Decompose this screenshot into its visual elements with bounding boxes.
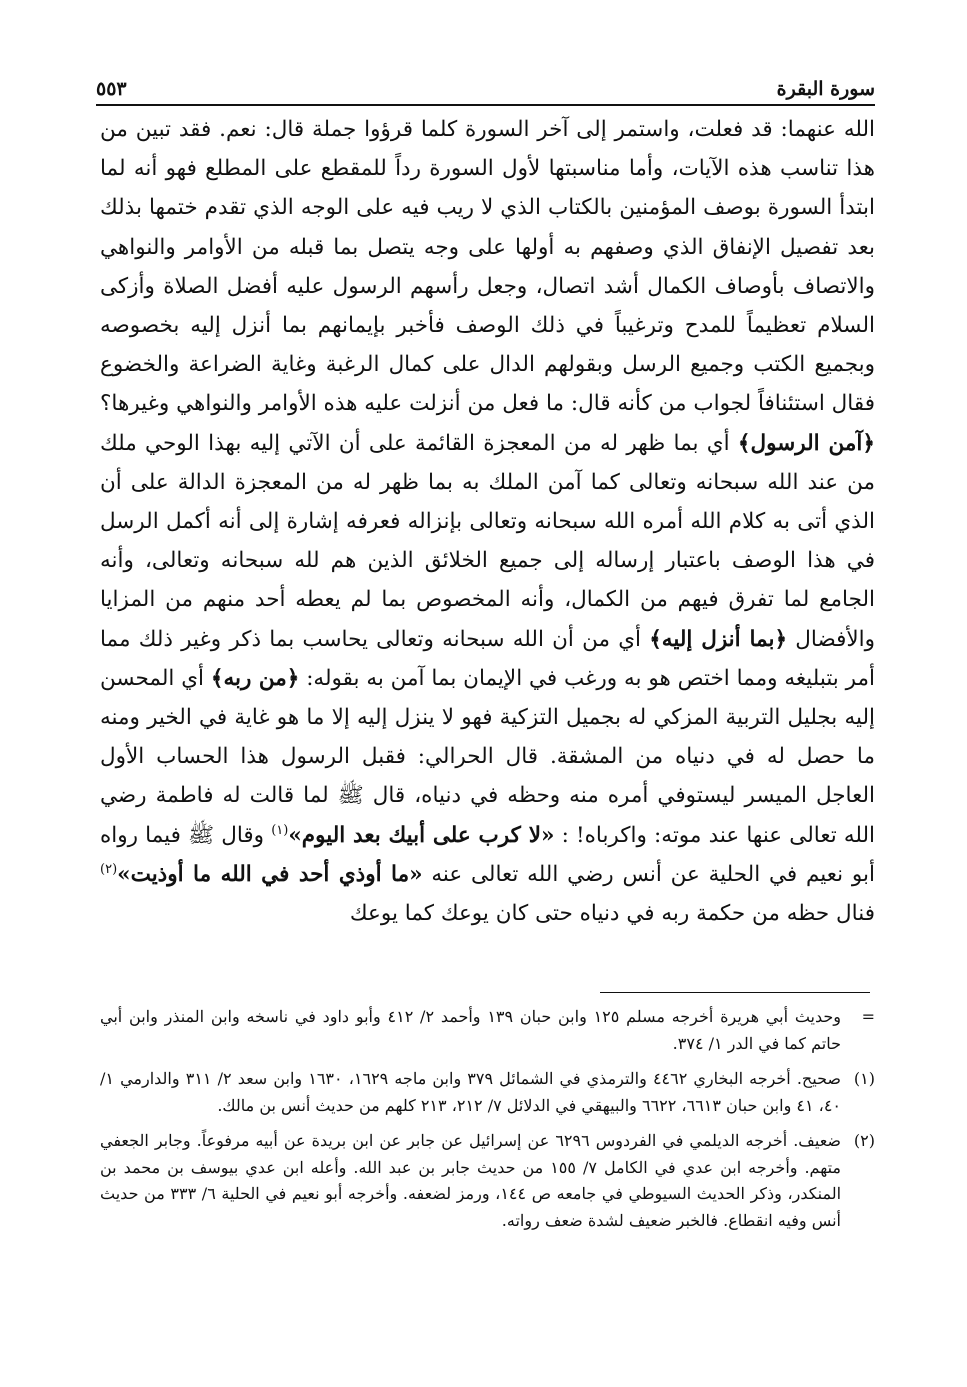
page-number: ٥٥٣ [96, 78, 127, 100]
hadith-quote: «لا كرب على أبيك بعد اليوم» [288, 822, 555, 848]
footnote-item [100, 1066, 875, 1119]
footnote-text: وحديث أبي هريرة أخرجه مسلم ١٢٥ وابن حبان ١٣٩ وأحمد ٢/ ٤١٢ وأبو داود في ناسخه وابن المنذر وابن أبي حاتم كما في الدر ١/ ٣٧٤. [100, 1007, 841, 1053]
text-segment: أي المحسن إليه بجليل التربية المزكي له بجميل التزكية فهو لا ينزل إليه إلا ما هو غاية في الخير ومنه ما حصل له في دنياه من المشقة. قال الحرالي: فقبل الرسول هذا الحساب الأول العاجل الميسر ليستوفي أمره منه وحظه في دنياه، قال ﷺ لما قالت له فاطمة رضي الله تعالى عنها عند موته: واكرباه! : [100, 665, 876, 848]
quran-quote: ﴿آمن الرسول﴾ [737, 430, 875, 456]
footnote-divider [600, 992, 870, 993]
main-paragraph [100, 110, 875, 933]
text-segment: الله عنهما: قد فعلت، واستمر إلى آخر السورة كلما قرؤوا جملة قال: نعم. فقد تبين من هذا تناسب هذه الآيات، وأما مناسبتها لأول السورة رداً للمقطع على المطلع فهو أنه لما ابتدأ السورة بوصف المؤمنين بالكتاب الذي لا ريب فيه على الوجه الذي تقدم ختمها بذلك بعد تفصيل الإنفاق الذي وصفهم به أولها على وجه يتصل بما قبله من الأوامر والنواهي والاتصاف بأوصاف الكمال أشد اتصال، وجعل رأسهم الرسول عليه أفضل الصلاة وأزكى السلام تعظيماً للمدح وترغيباً في ذلك الوصف فأخبر بإيمانهم بما أنزل إليه بخصوصه وبجميع الكتب وجميع الرسل وبقولهم الدال على كمال الرغبة وغاية الضراعة والخضوع فقال استئنافاً لجواب من كأنه قال: ما فعل من أنزلت عليه هذه الأوامر والنواهي وغيرها؟ [100, 117, 875, 417]
footnote-mark: (١) [853, 1069, 875, 1088]
text-segment: أي بما ظهر له من المعجزة القائمة على أن الآتي إليه بهذا الوحي ملك من عند الله سبحانه وتعالى كما آمن الملك به بما ظهر له من المعجزة الدالة على أن الذي أتى به كلام الله أمره الله سبحانه وتعالى بإنزاله فعرفه إشارة إلى أنه أكمل الرسل في هذا الوصف باعتبار إرساله إلى جميع الخلائق الذين هم لله سبحانه وتعالى، وأنه الجامع لما تفرق فيهم من الكمال، وأنه المخصوص بما لم يعطه أحد منهم من المزايا والأفضال [100, 430, 875, 652]
text-segment: فنال حظه من حكمة ربه في دنياه حتى كان يوعك كما يوعك [349, 901, 875, 927]
surah-title: سورة البقرة [776, 78, 875, 100]
footnote-mark: (٢) [853, 1131, 875, 1150]
footnote-item [100, 1004, 875, 1057]
footnotes [100, 1004, 875, 1243]
footnote-item [100, 1128, 875, 1234]
footnote-text: ضعيف. أخرجه الديلمي في الفردوس ٦٢٩٦ عن إسرائيل عن جابر عن ابن بريدة عن أبيه مرفوعاً. وجابر الجعفي متهم. وأخرجه ابن عدي في الكامل ٧/ ١٥٥ من حديث جابر بن عبد الله. وأعله ابن عدي بيوسف بن محمد بن المنكدر، وذكر الحديث السيوطي في جامعه ص ١٤٤، ورمز لضعفه. وأخرجه أبو نعيم في الحلية ٦/ ٣٣٣ من حديث أنس وفيه انقطاع. فالخبر ضعيف لشدة ضعف رواته. [100, 1131, 842, 1230]
quran-quote: ﴿من ربه﴾ [210, 665, 300, 691]
text-segment: وقال ﷺ فيما رواه أبو نعيم في الحلية عن أنس رضي الله تعالى عنه [100, 822, 875, 887]
hadith-quote: «ما أوذي أحد في الله ما أوذيت» [117, 861, 423, 887]
footnote-ref[interactable]: (٢) [100, 861, 118, 877]
text-segment: أي من أن الله سبحانه وتعالى يحاسب بما ذكر وغير ذلك مما أمر بتبليغه ومما اختص هو به ورغب في الإيمان بما آمن به بقوله: [100, 626, 875, 691]
quran-quote: ﴿بما أنزل إليه﴾ [649, 626, 788, 652]
main-text [100, 110, 875, 933]
footnote-ref[interactable]: (١) [271, 822, 289, 838]
footnote-mark: = [861, 1007, 875, 1026]
footnote-text: صحيح. أخرجه البخاري ٤٤٦٢ والترمذي في الشمائل ٣٧٩ وابن ماجه ١٦٢٩، ١٦٣٠ وابن سعد ٢/ ٣١١ والدارمي ١/ ٤٠، ٤١ وابن حبان ٦٦١٣، ٦٦٢٢ والبيهقي في الدلائل ٧/ ٢١٢، ٢١٣ كلهم من حديث أنس بن مالك. [100, 1069, 842, 1115]
page-header [96, 64, 875, 106]
